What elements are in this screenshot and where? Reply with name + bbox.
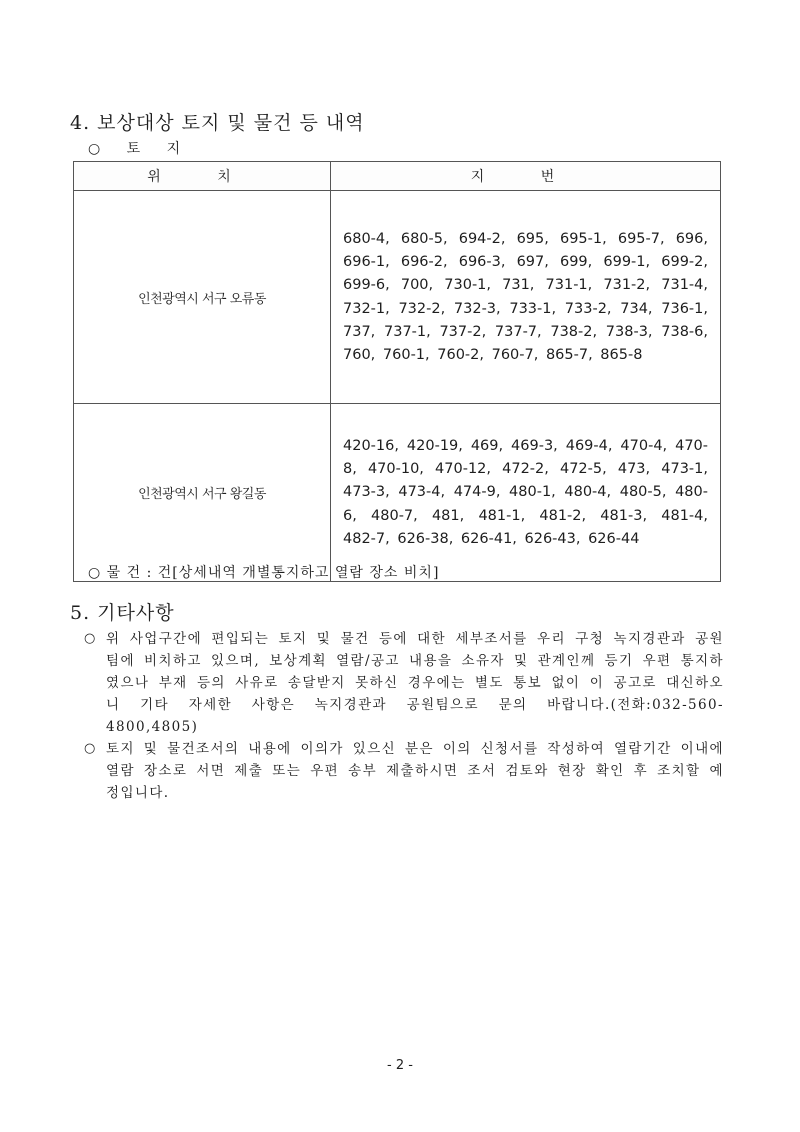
notes-list (84, 628, 724, 804)
land-table (73, 161, 721, 582)
lot-numbers-cell: 680-4, 680-5, 694-2, 695, 695-1, 695-7, 696, 696-1, 696-2, 696-3, 697, 699, 699-1, 699-2, 699-6, 700, 730-1, 731, 731-1, 731-2, 731-4, 732-1, 732-2, 732-3, 733-1, 733-2, 734, 736-1, 737, 737-1, 737-2, 737-7, 738-2, 738-3, 738-6, 760, 760-1, 760-2, 760-7, 865-7, 865-8 (331, 191, 721, 404)
page-number: - 2 - (387, 1058, 413, 1073)
section-4-title: 4. 보상대상 토지 및 물건 등 내역 (70, 112, 365, 134)
table-row (74, 404, 721, 582)
section-5-title: 5. 기타사항 (70, 602, 175, 624)
location-cell: 인천광역시 서구 왕길동 (74, 404, 331, 582)
bullet-circle-icon: ○ (84, 741, 97, 756)
land-label: ○ 토 지 (88, 141, 192, 157)
note-text: 위 사업구간에 편입되는 토지 및 물건 등에 대한 세부조서를 우리 구청 녹지경관과 공원팀에 비치하고 있으며, 보상계획 열람/공고 내용을 소유자 및 관계인께 등기 우편 통지하였으나 부재 등의 사유로 송달받지 못하신 경우에는 별도 통보 없이 이 공고로 대신하오니 기타 자세한 사항은 녹지경관과 공원팀으로 문의 바랍니다.(전화:032-560-4800,4805) (106, 631, 724, 735)
table-header-row (74, 162, 721, 191)
header-lot-number: 지 번 (331, 162, 721, 191)
location-cell: 인천광역시 서구 오류동 (74, 191, 331, 404)
table-row (74, 191, 721, 404)
note-text: 토지 및 물건조서의 내용에 이의가 있으신 분은 이의 신청서를 작성하여 열람기간 이내에 열람 장소로 서면 제출 또는 우편 송부 제출하시면 조서 검토와 현장 확인 후 조치할 예정입니다. (106, 741, 724, 801)
bullet-circle-icon: ○ (84, 631, 97, 646)
items-label: ○ 물 건 : 건[상세내역 개별통지하고 열람 장소 비치] (88, 565, 440, 581)
list-item (84, 628, 724, 738)
lot-numbers-cell: 420-16, 420-19, 469, 469-3, 469-4, 470-4, 470-8, 470-10, 470-12, 472-2, 472-5, 473, 473-1, 473-3, 473-4, 474-9, 480-1, 480-4, 480-5, 480-6, 480-7, 481, 481-1, 481-2, 481-3, 481-4, 482-7, 626-38, 626-41, 626-43, 626-44 (331, 404, 721, 582)
header-location: 위 치 (74, 162, 331, 191)
list-item (84, 738, 724, 804)
